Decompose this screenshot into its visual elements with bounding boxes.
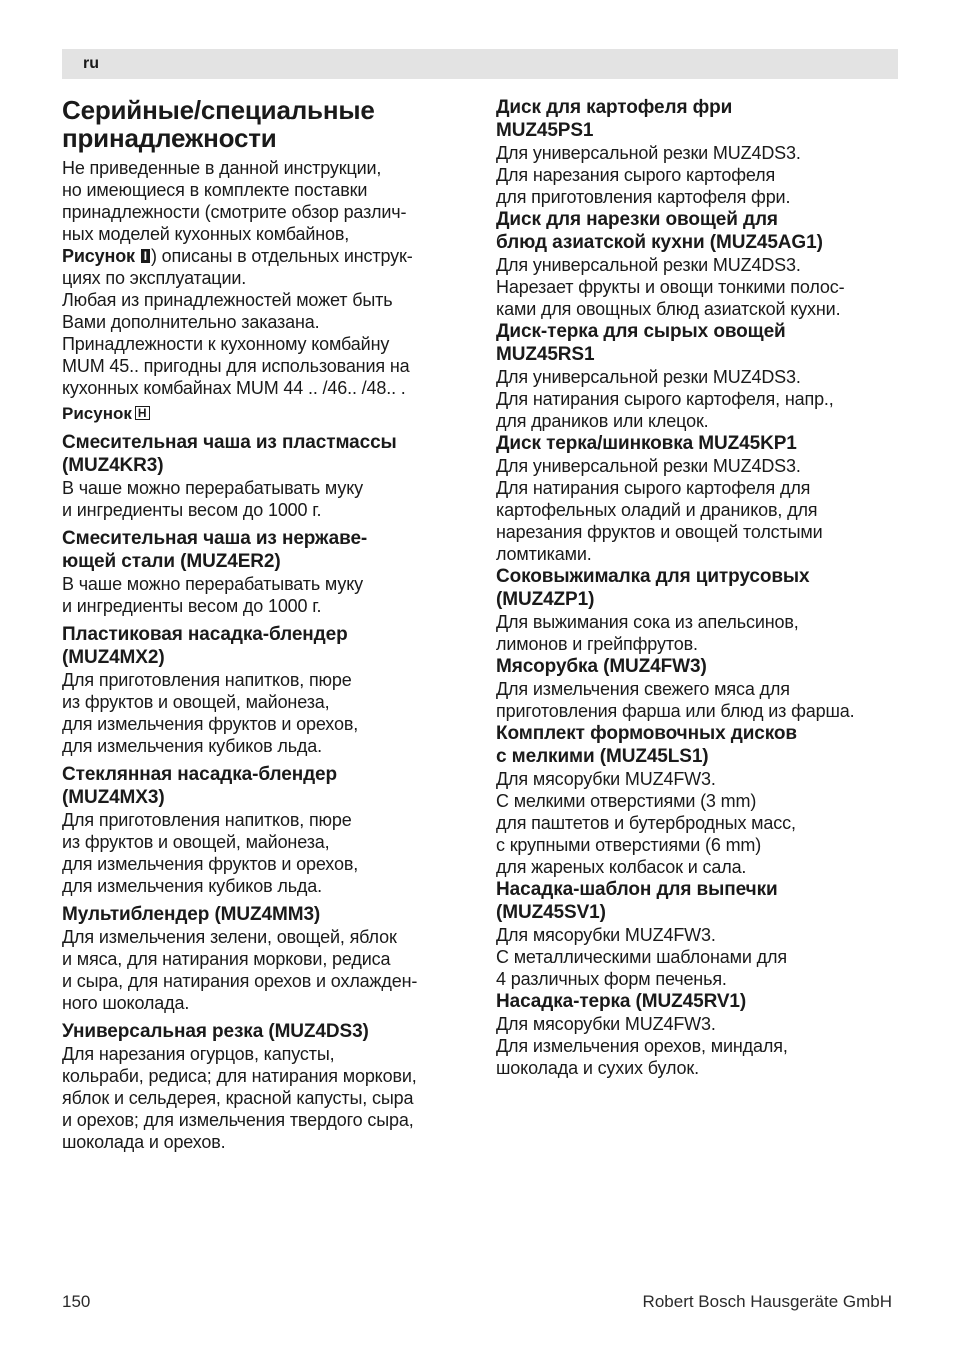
section-body-line: Для нарезания огурцов, капусты,	[62, 1044, 335, 1064]
section-body-line: Для приготовления напитков, пюре	[62, 670, 352, 690]
left-column	[62, 96, 472, 1153]
section-body-line: и ингредиенты весом до 1000 г.	[62, 500, 322, 520]
accessory-section	[62, 763, 472, 897]
accessory-section	[62, 431, 472, 521]
section-heading: Диск для нарезки овощей для	[496, 209, 778, 230]
right-column	[496, 96, 906, 1079]
section-heading: Диск для картофеля фри	[496, 97, 733, 118]
intro-line: циях по эксплуатации.	[62, 268, 247, 288]
section-body-line: для приготовления картофеля фри.	[496, 187, 791, 207]
section-body-line: 4 различных форм печенья.	[496, 969, 727, 989]
accessory-section	[62, 1020, 472, 1153]
section-body-line: Для натирания сырого картофеля, напр.,	[496, 389, 834, 409]
section-body-line: Для измельчения орехов, миндаля,	[496, 1036, 788, 1056]
section-body-line: Для мясорубки MUZ4FW3.	[496, 925, 716, 945]
intro-line: Любая из принадлежностей может быть	[62, 290, 393, 310]
section-body-line: для жареных колбасок и сала.	[496, 857, 747, 877]
page-title-line: принадлежности	[62, 123, 277, 153]
section-body-line: Для выжимания сока из апельсинов,	[496, 612, 799, 632]
section-body-line: и сыра, для натирания орехов и охлажден-	[62, 971, 418, 991]
accessory-section	[496, 320, 906, 432]
accessory-section	[496, 655, 906, 722]
page-number: 150	[62, 1292, 91, 1311]
intro-paragraph	[62, 157, 472, 399]
section-body-line: С металлическими шаблонами для	[496, 947, 787, 967]
section-heading: (MUZ45SV1)	[496, 902, 606, 923]
section-body-line: и мяса, для натирания моркови, редиса	[62, 949, 391, 969]
section-body-line: В чаше можно перерабатывать муку	[62, 478, 363, 498]
figure-label: Рисунок	[62, 404, 132, 423]
section-heading: Соковыжималка для цитрусовых	[496, 566, 810, 587]
section-body-line: приготовления фарша или блюд из фарша.	[496, 701, 855, 721]
section-heading: Насадка-терка (MUZ45RV1)	[496, 991, 747, 1012]
intro-line: но имеющиеся в комплекте поставки	[62, 180, 368, 200]
section-body-line: из фруктов и овощей, майонеза,	[62, 692, 330, 712]
figure-ref-letter: I	[141, 249, 150, 263]
accessory-section	[496, 432, 906, 565]
section-heading: ющей стали (MUZ4ER2)	[62, 551, 281, 572]
section-body-line: для паштетов и бутербродных масс,	[496, 813, 796, 833]
section-body-line: для измельчения фруктов и орехов,	[62, 854, 359, 874]
section-body-line: Для мясорубки MUZ4FW3.	[496, 1014, 716, 1034]
section-body-line: для измельчения фруктов и орехов,	[62, 714, 359, 734]
section-body-line: Для нарезания сырого картофеля	[496, 165, 776, 185]
intro-line: MUM 45.. пригодны для использования на	[62, 356, 410, 376]
section-body-line: и ингредиенты весом до 1000 г.	[62, 596, 322, 616]
accessory-section	[496, 990, 906, 1079]
intro-line: Принадлежности к кухонному комбайну	[62, 334, 390, 354]
section-body-line: для драников или клецок.	[496, 411, 709, 431]
section-heading: с мелкими (MUZ45LS1)	[496, 746, 709, 767]
intro-line: ных моделей кухонных комбайнов,	[62, 224, 350, 244]
section-body-line: для измельчения кубиков льда.	[62, 876, 322, 896]
page-title-line: Серийные/специальные	[62, 95, 375, 125]
section-heading: Насадка-шаблон для выпечки	[496, 879, 778, 900]
language-bar	[62, 49, 898, 79]
section-body-line: и орехов; для измельчения твердого сыра,	[62, 1110, 414, 1130]
section-body-line: Для мясорубки MUZ4FW3.	[496, 769, 716, 789]
page-title	[62, 96, 472, 152]
section-body-line: Для универсальной резки MUZ4DS3.	[496, 367, 801, 387]
intro-line: Не приведенные в данной инструкции,	[62, 158, 382, 178]
intro-line: ) описаны в отдельных инструк-	[150, 246, 413, 266]
section-heading: Стеклянная насадка-блендер	[62, 764, 338, 785]
company-name: Robert Bosch Hausgeräte GmbH	[642, 1292, 892, 1311]
accessory-section	[62, 527, 472, 617]
section-heading: Универсальная резка (MUZ4DS3)	[62, 1021, 369, 1042]
section-body-line: Для универсальной резки MUZ4DS3.	[496, 456, 801, 476]
section-body-line: Для натирания сырого картофеля для	[496, 478, 811, 498]
intro-line: Вами дополнительно заказана.	[62, 312, 320, 332]
section-heading: Пластиковая насадка-блендер	[62, 624, 348, 645]
accessory-section	[496, 565, 906, 655]
section-body-line: Для измельчения зелени, овощей, яблок	[62, 927, 397, 947]
section-body-line: с крупными отверстиями (6 mm)	[496, 835, 762, 855]
section-heading: MUZ45RS1	[496, 344, 595, 365]
section-body-line: Для измельчения свежего мяса для	[496, 679, 790, 699]
section-body-line: С мелкими отверстиями (3 mm)	[496, 791, 757, 811]
right-sections	[496, 96, 906, 1079]
section-body-line: В чаше можно перерабатывать муку	[62, 574, 363, 594]
section-heading: (MUZ4MX3)	[62, 787, 165, 808]
accessory-section	[496, 722, 906, 878]
figure-ref-label: Рисунок	[62, 246, 135, 266]
section-body-line: Для приготовления напитков, пюре	[62, 810, 352, 830]
accessory-section	[62, 623, 472, 757]
section-heading: Смесительная чаша из нержаве-	[62, 528, 368, 549]
intro-line: кухонных комбайнах MUM 44 .. /46.. /48.. .	[62, 378, 406, 398]
intro-line: принадлежности (смотрите обзор различ-	[62, 202, 407, 222]
accessory-section	[496, 878, 906, 990]
intro-line-figure-ref	[62, 245, 472, 267]
section-heading: Диск терка/шинковка MUZ45KP1	[496, 433, 797, 454]
section-body-line: картофельных оладий и драников, для	[496, 500, 818, 520]
accessory-section	[496, 208, 906, 320]
section-body-line: из фруктов и овощей, майонеза,	[62, 832, 330, 852]
figure-letter: H	[135, 406, 150, 420]
accessory-section	[496, 96, 906, 208]
section-body-line: для измельчения кубиков льда.	[62, 736, 322, 756]
section-body-line: шоколада и орехов.	[62, 1132, 226, 1152]
left-sections	[62, 431, 472, 1153]
section-heading: Диск-терка для сырых овощей	[496, 321, 786, 342]
section-heading: Комплект формовочных дисков	[496, 723, 798, 744]
section-body-line: Нарезает фрукты и овощи тонкими полос-	[496, 277, 845, 297]
section-heading: Смесительная чаша из пластмассы	[62, 432, 397, 453]
section-heading: MUZ45PS1	[496, 120, 594, 141]
section-body-line: ками для овощных блюд азиатской кухни.	[496, 299, 841, 319]
section-heading: блюд азиатской кухни (MUZ45AG1)	[496, 232, 823, 253]
section-heading: (MUZ4MX2)	[62, 647, 165, 668]
section-heading: Мультиблендер (MUZ4MM3)	[62, 904, 321, 925]
accessory-section	[62, 903, 472, 1014]
section-body-line: шоколада и сухих булок.	[496, 1058, 699, 1078]
section-body-line: ного шоколада.	[62, 993, 190, 1013]
section-heading: (MUZ4KR3)	[62, 455, 164, 476]
section-heading: (MUZ4ZP1)	[496, 589, 595, 610]
section-body-line: Для универсальной резки MUZ4DS3.	[496, 143, 801, 163]
section-body-line: кольраби, редиса; для натирания моркови,	[62, 1066, 417, 1086]
section-body-line: Для универсальной резки MUZ4DS3.	[496, 255, 801, 275]
language-code: ru	[83, 55, 99, 72]
section-body-line: нарезания фруктов и овощей толстыми	[496, 522, 823, 542]
section-heading: Мясорубка (MUZ4FW3)	[496, 656, 707, 677]
section-body-line: ломтиками.	[496, 544, 592, 564]
section-body-line: лимонов и грейпфрутов.	[496, 634, 698, 654]
section-body-line: яблок и сельдерея, красной капусты, сыра	[62, 1088, 414, 1108]
figure-reference	[62, 403, 472, 425]
